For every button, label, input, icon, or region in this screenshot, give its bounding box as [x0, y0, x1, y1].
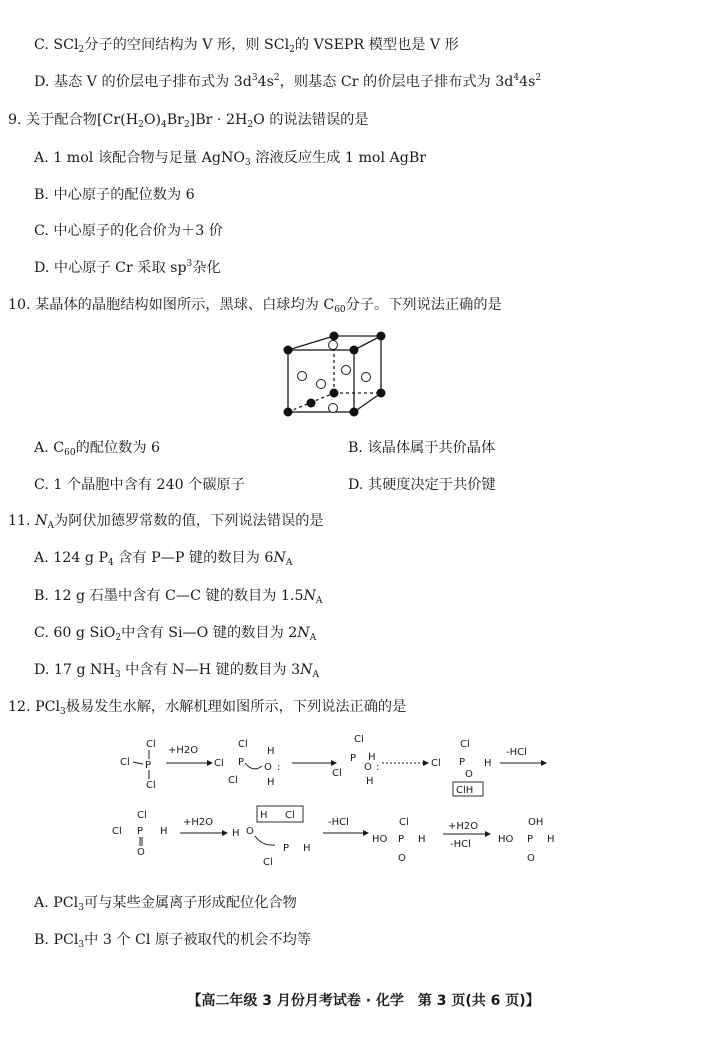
svg-text:O: O: [364, 762, 372, 773]
q11-option-d: D. 17 g $NH_3$ 中含有 N—H 键的数目为 $3N_A$: [34, 662, 320, 680]
svg-text:P: P: [459, 757, 466, 768]
svg-text:O: O: [465, 769, 473, 780]
q12-option-a: A. PCl$_3$可与某些金属离子形成配位化合物: [34, 895, 297, 913]
svg-text:P: P: [283, 843, 290, 854]
svg-text::: :: [277, 762, 281, 773]
black-sphere: [350, 408, 359, 417]
svg-text:H: H: [547, 834, 555, 845]
svg-text:-HCl: -HCl: [328, 817, 349, 828]
svg-text:Cl: Cl: [263, 857, 273, 868]
svg-text:Cl: Cl: [238, 739, 248, 750]
white-sphere: [317, 380, 326, 389]
svg-text::: :: [376, 762, 380, 773]
black-sphere: [284, 408, 293, 417]
svg-text:Cl: Cl: [354, 735, 364, 745]
q12-stem: 12. PCl$_3$极易发生水解，水解机理如图所示，下列说法正确的是: [8, 699, 407, 717]
svg-text:Cl: Cl: [460, 739, 470, 750]
svg-text:Cl: Cl: [146, 780, 156, 791]
white-sphere: [342, 366, 351, 375]
svg-text:O: O: [137, 847, 145, 858]
svg-text:P: P: [137, 826, 144, 837]
white-sphere: [298, 372, 307, 381]
svg-text:P: P: [145, 760, 152, 771]
unit-cell-figure: [270, 322, 390, 427]
black-sphere: [307, 399, 316, 408]
svg-text:Cl: Cl: [332, 768, 342, 779]
svg-text:O: O: [398, 853, 406, 864]
svg-text:Cl: Cl: [285, 810, 295, 821]
q10-option-a: A. $C_{60}$的配位数为 6: [34, 440, 161, 458]
svg-text:P: P: [350, 753, 357, 764]
svg-text:Cl: Cl: [214, 758, 224, 769]
svg-text:Cl: Cl: [120, 757, 130, 768]
svg-text:HO: HO: [498, 834, 514, 845]
svg-text:+H2O: +H2O: [183, 817, 214, 828]
svg-text:O: O: [246, 826, 254, 837]
svg-text:H: H: [366, 776, 374, 787]
svg-text:H: H: [484, 758, 492, 769]
svg-text:H: H: [232, 828, 240, 839]
svg-text:P: P: [527, 834, 534, 845]
black-sphere: [377, 389, 386, 398]
svg-text:H: H: [267, 746, 275, 757]
black-sphere: [350, 346, 359, 355]
svg-text:P: P: [398, 834, 405, 845]
svg-text:ClH: ClH: [456, 785, 474, 796]
q11-option-a: A. 124 g $P_4$ 含有 P—P 键的数目为 $6N_A$: [34, 550, 293, 568]
svg-text:H: H: [260, 810, 268, 821]
svg-text:Cl: Cl: [399, 817, 409, 828]
svg-text:-HCl: -HCl: [450, 839, 471, 850]
svg-text:O: O: [527, 853, 535, 864]
q10-option-b: B. 该晶体属于共价晶体: [348, 440, 496, 456]
q9-stem: 9. 关于配合物$[Cr(H_2O)_4Br_2]Br \cdot 2H_2O$ 的说法错误的是: [8, 112, 369, 130]
black-sphere: [377, 332, 386, 341]
q8-option-c: C. SCl$_2$分子的空间结构为 V 形，则 SCl$_2$的 VSEPR 模型也是 V 形: [34, 37, 459, 55]
q10-stem: 10. 某晶体的晶胞结构如图所示，黑球、白球均为 $C_{60}$分子。下列说法正确的是: [8, 297, 502, 315]
white-sphere: [329, 341, 338, 350]
svg-text:+H2O: +H2O: [448, 821, 479, 832]
svg-text:H: H: [303, 843, 311, 854]
svg-text:H: H: [160, 826, 168, 837]
q9-option-a: A. 1 mol 该配合物与足量 AgNO$_3$ 溶液反应生成 1 mol AgBr: [34, 150, 427, 168]
black-sphere: [330, 389, 339, 398]
svg-text:Cl: Cl: [146, 739, 156, 750]
svg-text:H: H: [368, 752, 376, 763]
svg-text:Cl: Cl: [137, 810, 147, 821]
svg-text:H: H: [418, 834, 426, 845]
q8-option-d: D. 基态 V 的价层电子排布式为 $3d^34s^2$，则基态 Cr 的价层电子排布式为 $3d^44s^2$: [34, 73, 542, 90]
q9-option-b: B. 中心原子的配位数为 6: [34, 187, 195, 203]
hydrolysis-mechanism: [100, 735, 560, 885]
svg-text:+H2O: +H2O: [168, 745, 199, 756]
white-sphere: [329, 404, 338, 413]
svg-text:HO: HO: [372, 834, 388, 845]
q10-option-c: C. 1 个晶胞中含有 240 个碳原子: [34, 477, 245, 493]
svg-text:Cl: Cl: [112, 826, 122, 837]
black-sphere: [330, 332, 339, 341]
svg-text:P: P: [238, 757, 245, 768]
page-footer: 【高二年级 3 月份月考试卷 · 化学 第 3 页(共 6 页)】: [187, 993, 540, 1009]
q9-option-d: D. 中心原子 Cr 采取 $sp^3$杂化: [34, 259, 221, 276]
q10-option-d: D. 其硬度决定于共价键: [348, 477, 496, 493]
svg-text:Cl: Cl: [228, 775, 238, 786]
black-sphere: [284, 346, 293, 355]
q9-option-c: C. 中心原子的化合价为＋3 价: [34, 223, 223, 239]
svg-text:-HCl: -HCl: [506, 747, 527, 758]
white-sphere: [362, 373, 371, 382]
q12-option-b: B. PCl$_3$中 3 个 Cl 原子被取代的机会不均等: [34, 932, 312, 950]
svg-text:O: O: [264, 762, 272, 773]
svg-text:H: H: [267, 777, 275, 788]
q11-stem: 11. $N_A$为阿伏加德罗常数的值，下列说法错误的是: [8, 513, 324, 531]
q11-option-b: B. 12 g 石墨中含有 C—C 键的数目为 $1.5N_A$: [34, 588, 323, 606]
svg-text:Cl: Cl: [431, 758, 441, 769]
q11-option-c: C. 60 g SiO$_2$中含有 Si—O 键的数目为 $2N_A$: [34, 625, 317, 643]
svg-text:OH: OH: [528, 817, 544, 828]
